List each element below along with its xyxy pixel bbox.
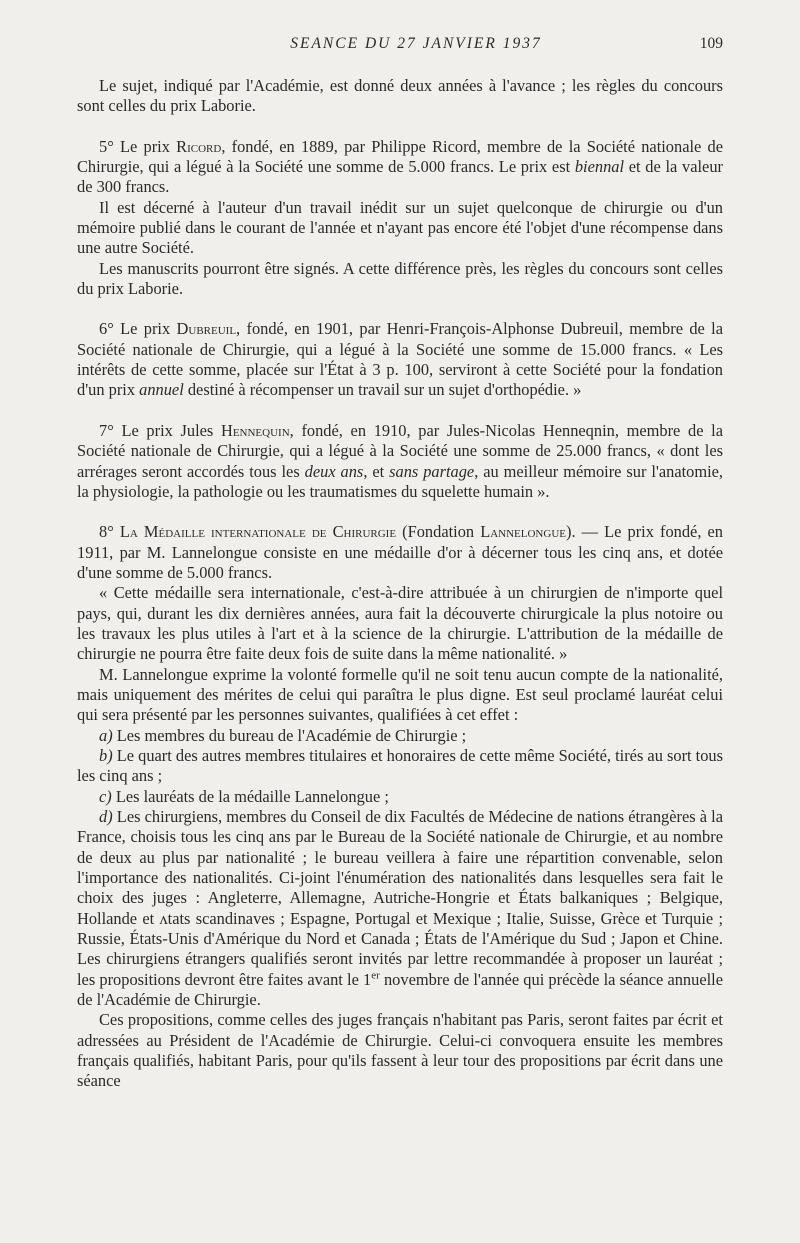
list-text: novembre de l'année qui précède la séance annuelle de l'Académie de Chirurgie.: [77, 969, 723, 1010]
paragraph-text: , au meilleur mémoire sur l'anatomie, la physiologie, la pathologie ou les traumatismes du squelette humain ».: [77, 461, 724, 501]
running-header: [77, 30, 723, 56]
paragraph-text: destiné à récompenser un travail sur un sujet d'orthopédie. »: [183, 380, 582, 400]
list-item-a: [77, 726, 723, 746]
prize-name: Dubreuil: [176, 319, 237, 339]
emphasis-text: annuel: [139, 380, 184, 400]
paragraph-laborie-rules: Le sujet, indiqué par l'Académie, est donné deux années à l'avance ; les règles du concours sont celles du prix Laborie.: [77, 76, 723, 116]
item-lead: 7° Le prix Jules: [99, 420, 221, 440]
founder-name: Lannelongue: [480, 522, 566, 542]
page-number: 109: [699, 35, 723, 52]
paragraph-lannelongue-volonte: M. Lannelongue exprime la volonté formelle qu'il ne soit tenu aucun compte de la nationalité, mais uniquement des mérites de celui qui paraîtra le plus digne. Est seul proclamé lauréat celui qui sera présenté par les personnes suivantes, qualifiées à cet effet :: [77, 664, 723, 725]
running-title: SEANCE DU 27 JANVIER 1937: [290, 35, 542, 52]
paragraph-medaille-quote: « Cette médaille sera internationale, c'est-à-dire attribuée à un chirurgien de n'importe quel pays, qui, durant les dix dernières années, aura fait la découverte chirurgicale la plus notoire ou les travaux les plus utiles à l'art et à la science de la chirurgie. L'attribution de la médaille de chirurgie ne pourra être faite deux fois de suite dans la même nationalité. »: [77, 583, 723, 664]
list-item-c: [77, 787, 723, 807]
list-text: Les membres du bureau de l'Académie de Chirurgie ;: [112, 725, 467, 745]
paragraph-prix-dubreuil: [77, 319, 723, 400]
list-text: Le quart des autres membres titulaires et honoraires de cette même Société, tirés au sort tous les cinq ans ;: [77, 745, 723, 786]
paragraph-text: , fondé, en 1901, par Henri-François-Alphonse Dubreuil, membre de la Société nationale de Chirurgie, qui a légué à la Société une somme de 15.000 francs. « Les intérêts de cette somme, placée sur l'État à 3 p. 100, serviront à cette Société pour la fondation d'un prix: [77, 319, 724, 400]
prize-name: La Médaille internationale de Chirurgie: [119, 522, 397, 542]
list-label: c): [99, 786, 112, 806]
list-text: Les chirurgiens, membres du Conseil de dix Facultés de Médecine de nations étrangères à la France, choisis tous les cinq ans par le Bureau de la Société nationale de Chirurgie, et au nombre de deux au plus par nationalité ; le bureau veillera à faire une répartition convenable, selon l'importance des nationalités. Ci-joint l'énumération des nationalités dans lesquelles sera fait le choix des juges : Angleterre, Allemagne, Autriche-Hongrie et États balkaniques ; Belgique, Hollande et ʌtats scandinaves ; Espagne, Portugal et Mexique ; Italie, Suisse, Grèce et Turquie ; Russie, États-Unis d'Amérique du Nord et Canada ; États de l'Amérique du Sud ; Japon et Chine. Les chirurgiens étrangers qualifiés seront invités par lettre recommandée à proposer un lauréat ; les propositions devront être faites avant le 1: [77, 807, 723, 989]
paragraph-text: ). — Le prix fondé, en 1911, par M. Lannelongue consiste en une médaille d'or à décerner tous les cinq ans, et dotée d'une somme de 5.000 francs.: [77, 522, 723, 582]
list-text: Les lauréats de la médaille Lannelongue ;: [111, 786, 389, 806]
prize-name: Hennequin: [220, 420, 290, 440]
emphasis-text: sans partage: [389, 461, 475, 481]
paragraph-text: (Fondation: [396, 522, 481, 542]
list-label: b): [99, 745, 113, 765]
paragraph-text: , fondé, en 1889, par Philippe Ricord, membre de la Société nationale de Chirurgie, qui a légué à la Société une somme de 5.000 francs. Le prix est: [77, 136, 723, 177]
paragraph-ricord-award: Il est décerné à l'auteur d'un travail inédit sur un sujet quelconque de chirurgie ou d'un mémoire publié dans le courant de l'année et n'ayant pas encore été l'objet d'une récompense dans une autre Société.: [77, 197, 723, 258]
item-lead: 5° Le prix: [99, 136, 177, 156]
paragraph-prix-hennequin: [77, 421, 723, 502]
list-item-d: [77, 807, 723, 1010]
paragraph-propositions: Ces propositions, comme celles des juges français n'habitant pas Paris, seront faites par écrit et adressées au Président de l'Académie de Chirurgie. Celui-ci convoquera ensuite les membres français qualifiés, habitant Paris, pour qu'ils fassent à leur tour des propositions par écrit dans une séance: [77, 1010, 723, 1091]
paragraph-text: , fondé, en 1910, par Jules-Nicolas Henneqnin, membre de la Société nationale de Chirurgie, qui a légué à la Société une somme de 25.000 francs, « dont les arrérages seront accordés tous les: [77, 420, 723, 481]
document-page: [77, 30, 723, 1092]
paragraph-text: et de la valeur de 300 francs.: [77, 157, 723, 197]
list-label: d): [99, 807, 113, 826]
paragraph-ricord-manuscripts: Les manuscrits pourront être signés. A cette différence près, les règles du concours sont celles du prix Laborie.: [77, 258, 723, 299]
item-lead: 8°: [99, 522, 120, 542]
paragraph-text: , et: [363, 461, 390, 481]
paragraph-medaille-internationale: [77, 522, 723, 583]
list-item-b: [77, 746, 723, 787]
item-lead: 6° Le prix: [99, 319, 177, 339]
ordinal-superscript: er: [371, 969, 380, 982]
emphasis-text: biennal: [574, 157, 625, 177]
list-label: a): [99, 725, 113, 745]
prize-name: Ricord: [176, 136, 222, 156]
paragraph-prix-ricord: [77, 137, 723, 198]
emphasis-text: deux ans: [304, 461, 364, 481]
body-text: [77, 76, 723, 1092]
